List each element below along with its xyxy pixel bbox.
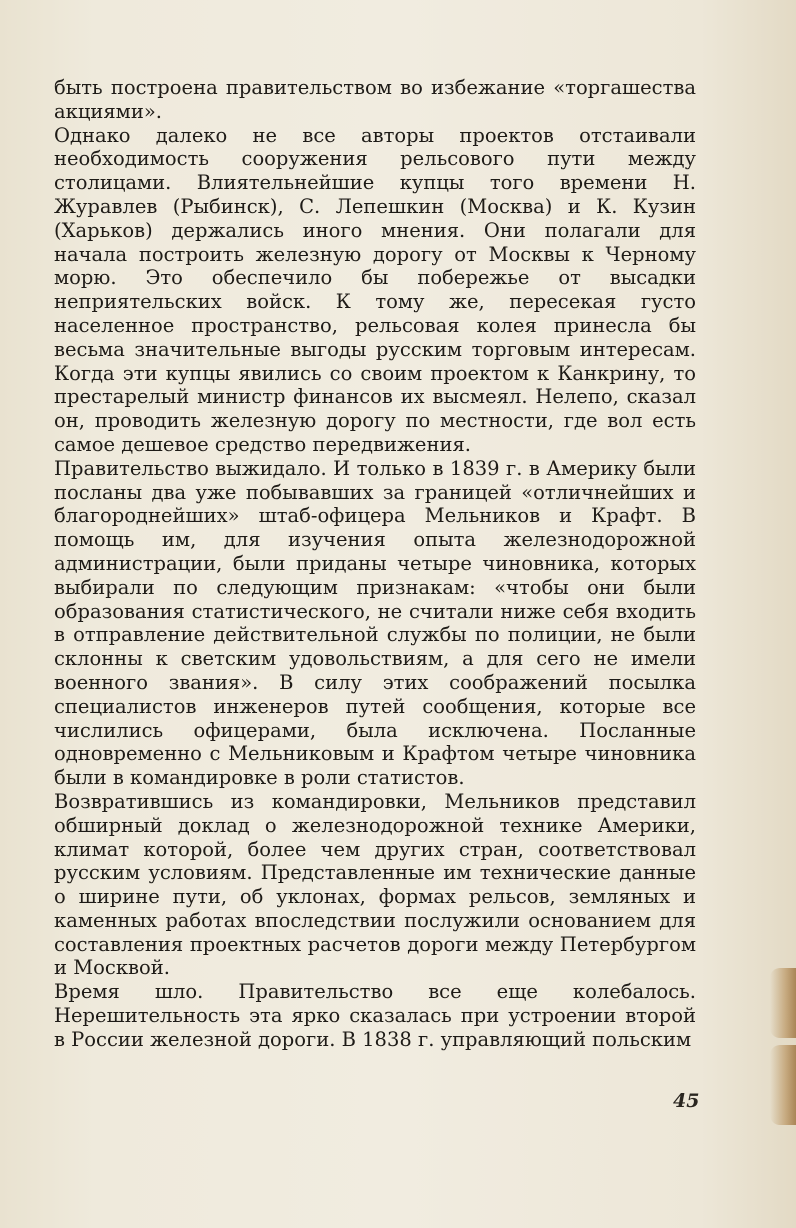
- paragraph-5: Время шло. Правительство все еще колебалось. Нерешительность эта ярко сказалась при устроении второй в России железной дороги. В 1838 г. управляющий польским: [54, 980, 696, 1051]
- paragraph-2: Однако далеко не все авторы проектов отстаивали необходимость сооружения рельсового пути между столицами. Влиятельнейшие купцы того времени Н. Журавлев (Рыбинск), С. Лепешкин (Москва) и К. Кузин (Харьков) держались иного мнения. Они полагали для начала построить железную дорогу от Москвы к Черному морю. Это обеспечило бы побережье от высадки неприятельских войск. К тому же, пересекая густо населенное пространство, рельсовая колея принесла бы весьма значительные выгоды русским торговым интересам. Когда эти купцы явились со своим проектом к Канкрину, то престарелый министр финансов их высмеял. Нелепо, сказал он, проводить железную дорогу по местности, где вол есть самое дешевое средство передвижения.: [54, 123, 696, 456]
- page-edge-stain-top: [770, 968, 796, 1038]
- body-text: [54, 76, 696, 1052]
- paragraph-3: Правительство выжидало. И только в 1839 г. в Америку были посланы два уже побывавших за границей «отличнейших и благороднейших» штаб-офицера Мельников и Крафт. В помощь им, для изучения опыта железнодорожной администрации, были приданы четыре чиновника, которых выбирали по следующим признакам: «чтобы они были образования статистического, не считали ниже себя входить в отправление действительной службы по полиции, не были склонны к светским удовольствиям, а для сего не имели военного звания». В силу этих соображений посылка специалистов инженеров путей сообщения, которые все числились офицерами, была исключена. Посланные одновременно с Мельниковым и Крафтом четыре чиновника были в командировке в роли статистов.: [54, 456, 696, 790]
- paragraph-4: Возвратившись из командировки, Мельников представил обширный доклад о железнодорожной технике Америки, климат которой, более чем других стран, соответствовал русским условиям. Представленные им технические данные о ширине пути, об уклонах, формах рельсов, земляных и каменных работах впоследствии послужили основанием для составления проектных расчетов дороги между Петербургом и Москвой.: [54, 789, 696, 980]
- page-number: 45: [673, 1090, 700, 1112]
- paragraph-1: быть построена правительством во избежание «торгашества акциями».: [54, 76, 696, 123]
- page-edge-stain-bottom: [770, 1045, 796, 1125]
